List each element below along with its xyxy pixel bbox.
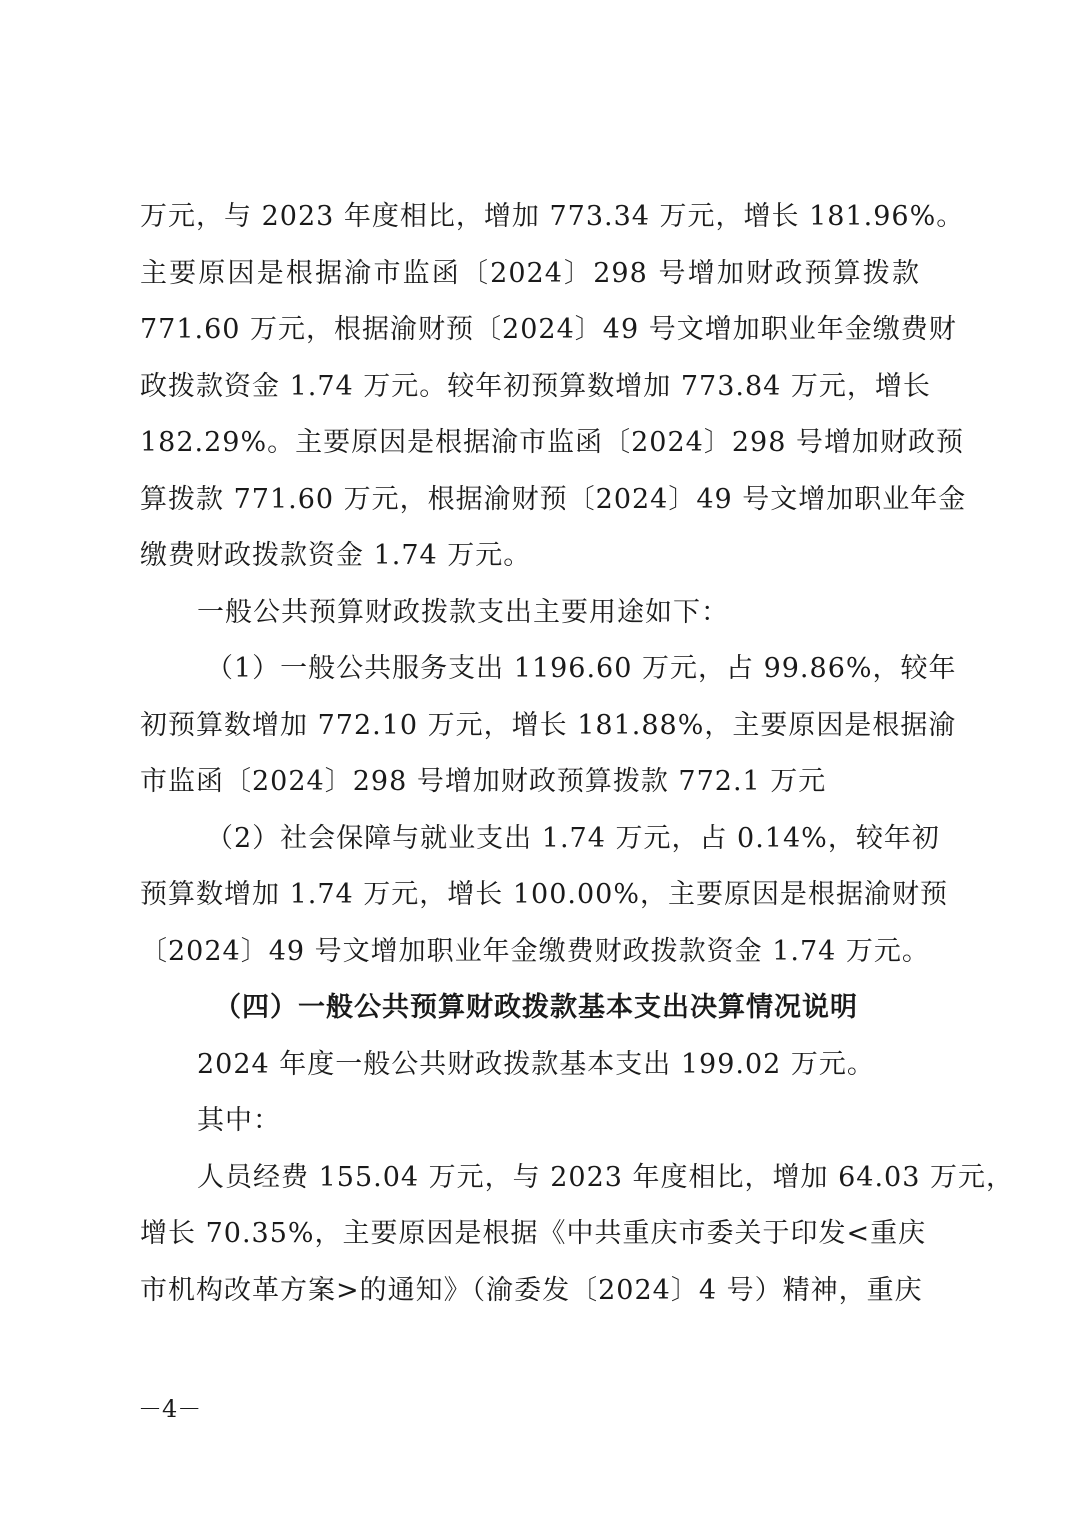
section-heading: （四）一般公共预算财政拨款基本支出决算情况说明: [214, 992, 858, 1023]
text-line-11: 市监函〔2024〕298 号增加财政预算拨款 772.1 万元: [140, 766, 827, 797]
text-line-9: （1）一般公共服务支出 1196.60 万元，占 99.86%，较年: [206, 653, 957, 684]
text-line-13: 预算数增加 1.74 万元，增长 100.00%，主要原因是根据渝财预: [140, 879, 948, 910]
text-line-17: 其中：: [197, 1105, 281, 1136]
text-line-2: 主要原因是根据渝市监函〔2024〕298 号增加财政预算拨款: [140, 258, 920, 289]
text-line-12: （2）社会保障与就业支出 1.74 万元，占 0.14%，较年初: [206, 823, 940, 854]
text-line-5: 182.29%。主要原因是根据渝市监函〔2024〕298 号增加财政预: [140, 427, 964, 458]
text-line-3: 771.60 万元，根据渝财预〔2024〕49 号文增加职业年金缴费财: [140, 314, 957, 345]
text-line-1: 万元，与 2023 年度相比，增加 773.34 万元，增长 181.96%。: [140, 201, 965, 232]
text-line-6: 算拨款 771.60 万元，根据渝财预〔2024〕49 号文增加职业年金: [140, 484, 967, 515]
text-line-14: 〔2024〕49 号文增加职业年金缴费财政拨款资金 1.74 万元。: [140, 936, 930, 967]
text-line-10: 初预算数增加 772.10 万元，增长 181.88%，主要原因是根据渝: [140, 710, 957, 741]
text-line-20: 市机构改革方案>的通知》（渝委发〔2024〕4 号）精神，重庆: [140, 1275, 923, 1306]
text-line-8: 一般公共预算财政拨款支出主要用途如下：: [197, 597, 729, 628]
text-line-4: 政拨款资金 1.74 万元。较年初预算数增加 773.84 万元，增长: [140, 371, 931, 402]
text-line-7: 缴费财政拨款资金 1.74 万元。: [140, 540, 532, 571]
text-line-19: 增长 70.35%，主要原因是根据《中共重庆市委关于印发<重庆: [140, 1218, 927, 1249]
page-number: －4－: [138, 1395, 202, 1423]
text-line-18: 人员经费 155.04 万元，与 2023 年度相比，增加 64.03 万元，: [197, 1162, 1014, 1193]
text-line-16: 2024 年度一般公共财政拨款基本支出 199.02 万元。: [197, 1049, 875, 1080]
